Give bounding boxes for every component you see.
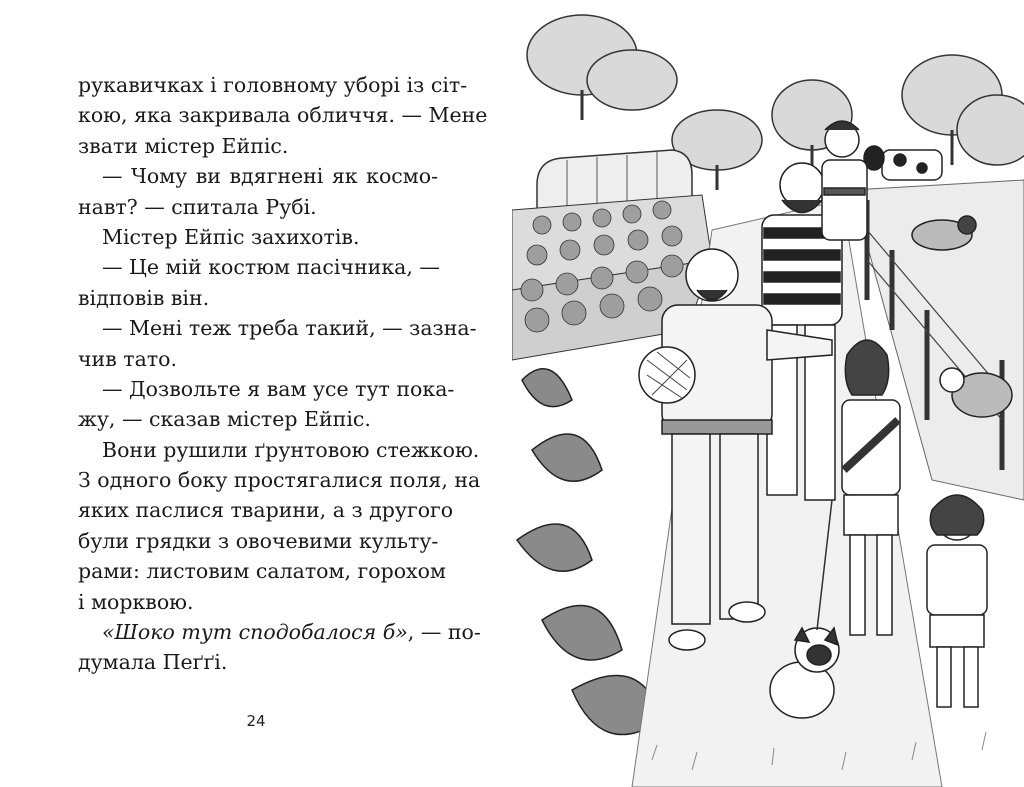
right-page xyxy=(512,0,1024,787)
text-line: думала Пеґґі. xyxy=(78,650,228,675)
thought-rest: , — по- xyxy=(407,620,481,645)
text-line: — Мені теж треба такий, — зазна- xyxy=(102,316,477,341)
text-line: рами: листовим салатом, горохом xyxy=(78,559,446,584)
text-line: звати містер Ейпіс. xyxy=(78,133,289,158)
text-line: жу, — сказав містер Ейпіс. xyxy=(78,407,371,432)
text-line: і морквою. xyxy=(78,589,194,614)
text-line: — Це мій костюм пасічника, — xyxy=(102,255,440,280)
text-line: Містер Ейпіс захихотів. xyxy=(102,224,360,249)
text-line: — Дозвольте я вам усе тут пока- xyxy=(102,376,455,401)
text-line: були грядки з овочевими культу- xyxy=(78,528,439,553)
text-line: — Чому ви вдягнені як космо- xyxy=(102,164,438,189)
family-farm-walk-illustration xyxy=(512,0,1024,787)
text-line-thought xyxy=(78,617,481,647)
text-line: З одного боку простягалися поля, на xyxy=(78,468,481,493)
text-line: відповів він. xyxy=(78,285,210,310)
story-text xyxy=(78,70,488,678)
text-line: чив тато. xyxy=(78,346,178,371)
text-line: рукавичках і головному уборі із сіт- xyxy=(78,73,468,97)
text-line: кою, яка закривала обличчя. — Мене xyxy=(78,103,488,128)
thought-italic: «Шоко тут сподобалося б» xyxy=(102,620,408,645)
text-line: яких паслися тварини, а з другого xyxy=(78,498,454,523)
text-line: Вони рушили ґрунтовою стежкою. xyxy=(102,437,480,462)
page-number: 24 xyxy=(246,712,266,730)
text-line: навт? — спитала Рубі. xyxy=(78,194,317,219)
